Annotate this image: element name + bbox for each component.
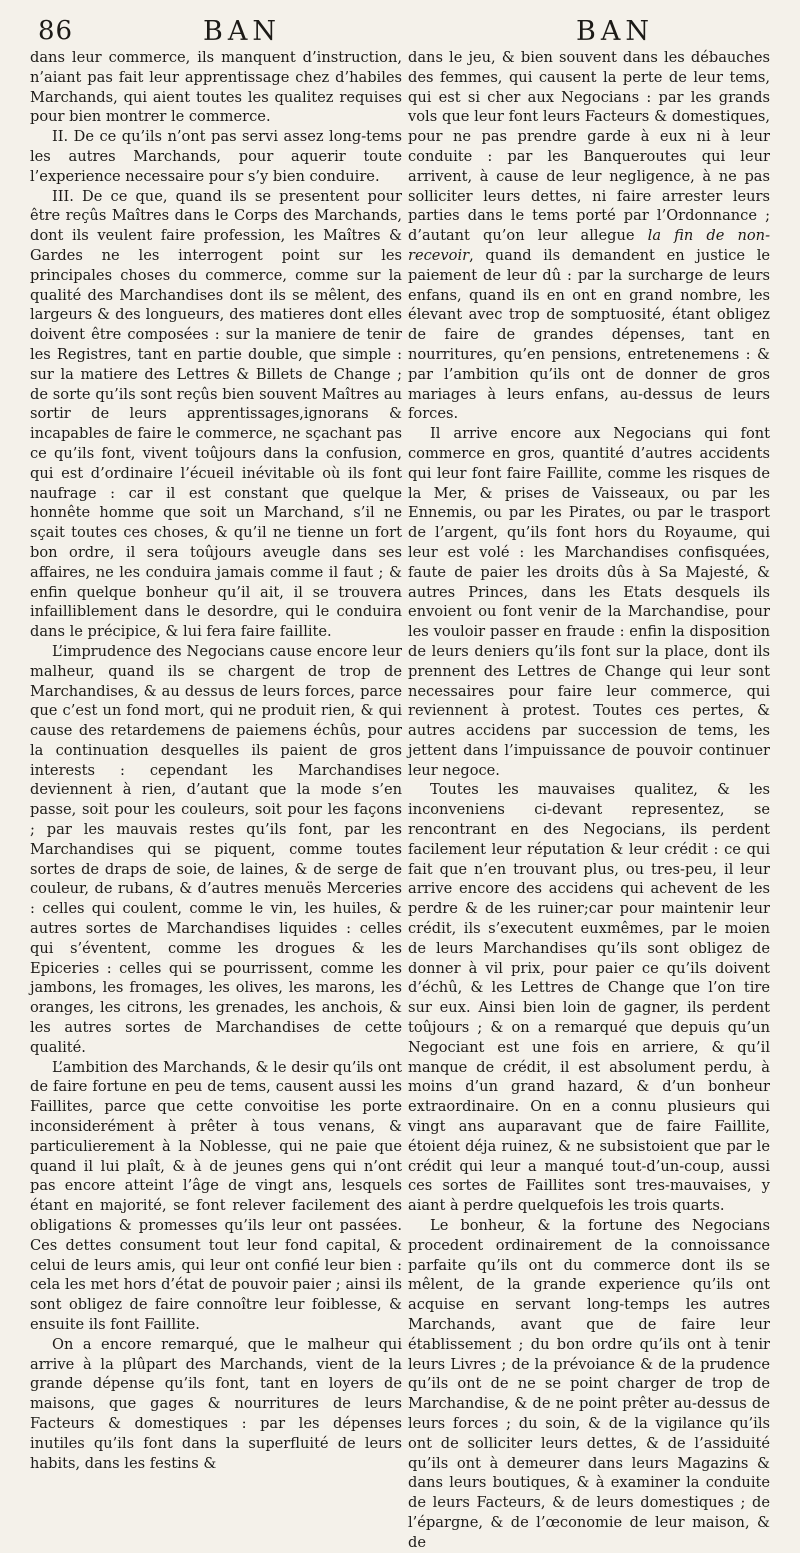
paragraph: On a encore remarqué, que le malheur qui arrive à la plûpart des Marchands, vient de la grande dépense qu’ils font, tant en loyers de maisons, que gages & nourritures de leurs Facteurs & domestiques : par les dépenses inutiles qu’ils font dans la superfluité de leurs habits, dans les festins & [30,1335,402,1472]
paragraph: L’imprudence des Negocians cause encore leur malheur, quand ils se chargent de trop de Marchandises, & au dessus de leurs forces, parce que c’est un fond mort, qui ne produit rien, & qui cause des retardemens de paiemens échûs, pour la continuation desquelles ils paient de gros interests : cependant les Marchandises deviennent à rien, d’autant que la mode s’en passe, soit pour les couleurs, soit pour les façons ; par les mauvais restes qu’ils font, par les Marchandises qui se piquent, comme toutes sortes de draps de soie, de laines, & de serge de couleur, de rubans, & d’autres menuës Merceries : celles qui coulent, comme le vin, les huiles, & autres sortes de Marchandises liquides : celles qui s’éventent, comme les drogues & les Epiceries : celles qui se pourrissent, comme les jambons, les fromages, les olives, les marons, les oranges, les citrons, les grenades, les anchois, & les autres sortes de Marchandises de cette qualité. [30,642,402,1056]
paragraph: Toutes les mauvaises qualitez, & les inconveniens ci-devant representez, se rencontrant en des Negocians, ils perdent facilement leur réputation & leur crédit : ce qui fait que n’en trouvant plus, ou tres-peu, il leur arrive encore des accidens qui achevent de les perdre & de les ruiner;car pour maintenir leur crédit, ils s’executent euxmêmes, par le moien de leurs Marchandises qu’ils sont obligez de donner à vil prix, pour paier ce qu’ils doivent d’échû, & les Lettres de Change que l’on tire sur eux. Ainsi bien loin de gagner, ils perdent toûjours ; & on a remarqué que depuis qu’un Negociant est une fois en arriere, & qu’il manque de crédit, il est absolument perdu, à moins d’un grand hazard, & d’un bonheur extraordinaire. On en a connu plusieurs qui vingt ans auparavant que de faire Faillite, étoient déja ruinez, & ne subsistoient que par le crédit qui leur a manqué tout-d’un-coup, aussi ces sortes de Faillites sont tres-mauvaises, y aiant à perdre quelquefois les trois quarts. [408,781,770,1215]
paragraph: dans leur commerce, ils manquent d’instruction, n’aiant pas fait leur apprentissage chez d’habiles Marchands, qui aient toutes les qualitez requises pour bien montrer le commerce. [30,49,402,126]
paragraph: II. De ce qu’ils n’ont pas servi assez long-tems les autres Marchands, pour aquerir toute l’experience necessaire pour s’y bien conduire. [30,128,402,185]
paragraph-text: dans le jeu, & bien souvent dans les débauches des femmes, qui causent la perte de leur tems, qui est si cher aux Negocians : par les grands vols que leur font leurs Facteurs & domestiques, pour ne pas prendre garde à eux ni à leur conduite : par les Banqueroutes qui leur arrivent, à cause de leur negligence, à ne pas solliciter leurs dettes, ni faire arrester leurs parties dans le tems porté par l’Ordonnance ; d’autant qu’on leur allegue [408,49,770,245]
paragraph-text: , quand ils demandent en justice le paiement de leur dû : par la surcharge de leurs enfans, quand ils en ont en grand nombre, les élevant avec trop de somptuosité, étant obligez de faire de grandes dépenses, tant en nourritures, qu’en pensions, entretenemens : & par l’ambition qu’ils ont de donner de gros mariages à leurs enfans, au-dessus de leurs forces. [408,246,770,423]
page-number: 86 [38,16,74,46]
right-column [408,48,770,1553]
italic-phrase: la fin de non-recevoir [408,227,771,264]
paragraph: Il arrive encore aux Negocians qui font commerce en gros, quantité d’autres accidents qui leur font faire Faillite, comme les risques de la Mer, & prises de Vaisseaux, ou par les Ennemis, ou par les Pirates, ou par le trasport de l’argent, qu’ils font hors du Royaume, qui leur est volé : les Marchandises confisquées, faute de paier les droits dûs à Sa Majesté, & autres Princes, dans les Etats desquels ils envoient ou font venir de la Marchandise, pour les vouloir passer en fraude : enfin la disposition de leurs deniers qu’ils font sur la place, dont ils prennent des Lettres de Change qui leur sont necessaires pour faire leur commerce, qui reviennent à protest. Toutes ces pertes, & autres accidens par succession de tems, les jettent dans l’impuissance de pouvoir continuer leur negoce. [408,425,770,779]
paragraph: L’ambition des Marchands, & le desir qu’ils ont de faire fortune en peu de tems, causent aussi les Faillites, parce que cette convoitise les porte inconsiderément à prêter à tous venans, & particulierement à la Noblesse, qui ne paie que quand il lui plaît, & à de jeunes gens qui n’ont pas encore atteint l’âge de vingt ans, lesquels étant en majorité, se font relever facilement des obligations & promesses qu’ils leur ont passées. Ces dettes consument tout leur fond capital, & celui de leurs amis, qui leur ont confié leur bien : cela les met hors d’état de pouvoir paier ; ainsi ils sont obligez de faire connoître leur foiblesse, & ensuite ils font Faillite. [30,1058,402,1333]
page-header [28,14,770,50]
paragraph: III. De ce que, quand ils se presentent pour être reçûs Maîtres dans le Corps des Marchands, dont ils veulent faire profession, les Maîtres & Gardes ne les interrogent point sur les principales choses du commerce, comme sur la qualité des Marchandises dont ils se mêlent, des largeurs & des longueurs, des matieres dont elles doivent être composées : sur la maniere de tenir les Registres, tant en partie double, que simple : sur la matiere des Lettres & Billets de Change ; de sorte qu’ils sont reçûs bien souvent Maîtres au sortir de leurs apprentissages,ignorans & incapables de faire le commerce, ne sçachant pas ce qu’ils font, vivent toûjours dans la confusion, qui est d’ordinaire l’écueil inévitable où ils font naufrage : car il est constant que quelque honnête homme que soit un Marchand, s’il ne sçait toutes ces choses, & qu’il ne tienne un fort bon ordre, il sera toûjours aveugle dans ses affaires, ne les conduira jamais comme il faut ; & enfin quelque bonheur qu’il ait, il se trouvera infailliblement dans le desordre, qui le conduira dans le précipice, & lui fera faire faillite. [30,187,402,641]
paragraph: Le bonheur, & la fortune des Negocians procedent ordinairement de la connoissance parfaite qu’ils ont du commerce dont ils se mêlent, de la grande experience qu’ils ont acquise en servant long-temps les autres Marchands, avant que de faire leur établissement ; du bon ordre qu’ils ont à tenir leurs Livres ; de la prévoiance & de la prudence qu’ils ont de ne se point charger de trop de Marchandise, & de ne point prêter au-dessus de leurs forces ; du soin, & de la vigilance qu’ils ont de solliciter leurs dettes, & de l’assiduité qu’ils ont à demeurer dans leurs Magazins & dans leurs boutiques, & à examiner la conduite de leurs Facteurs, & de leurs domestiques ; de l’épargne, & de l’œconomie de leur maison, & de [408,1217,770,1551]
left-column [30,48,402,1473]
running-head-left: BAN [203,16,281,47]
running-head-right: BAN [576,16,654,47]
paragraph [408,48,770,424]
